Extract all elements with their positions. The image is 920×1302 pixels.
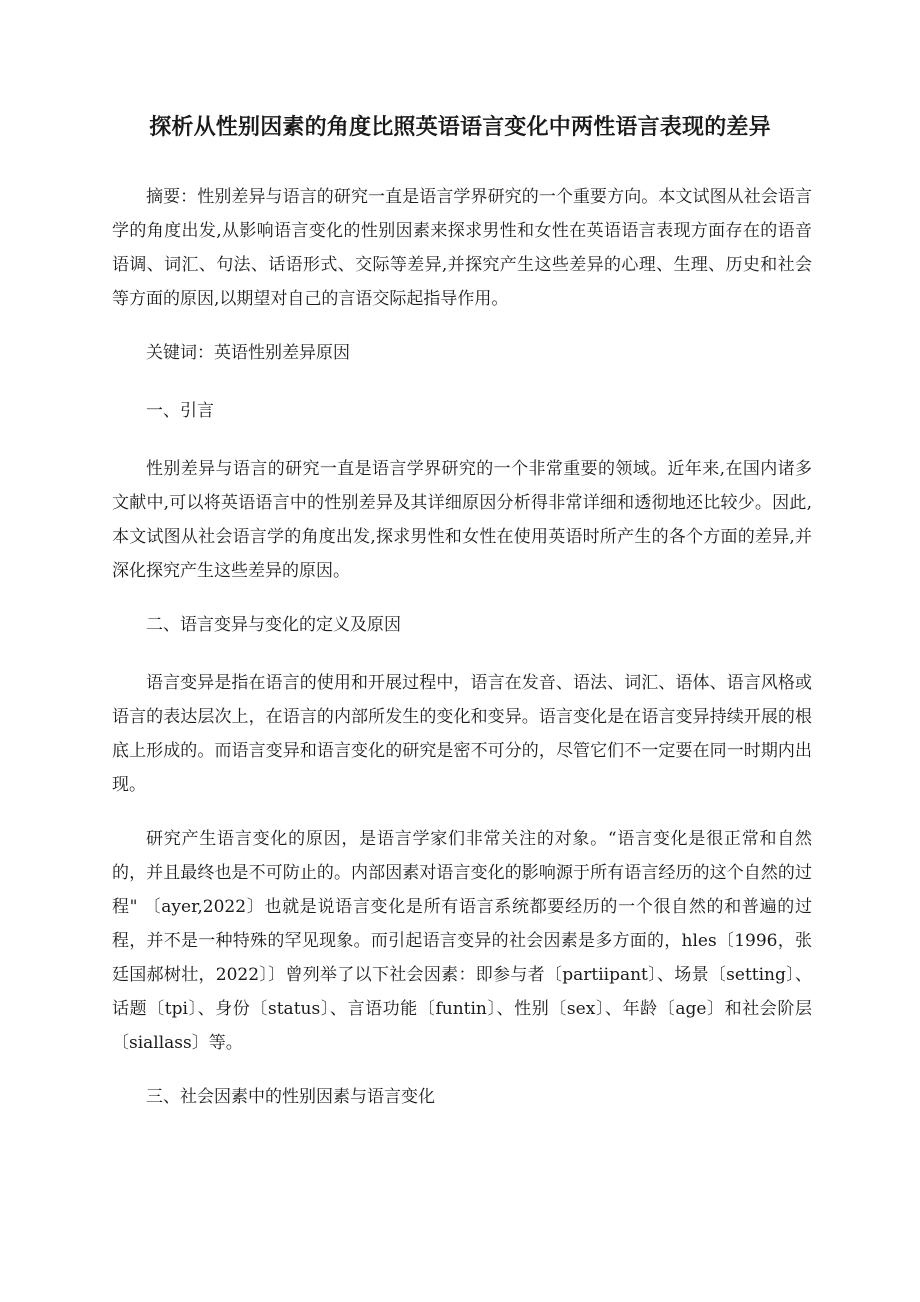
section-heading-gender-factors: 三、社会因素中的性别因素与语言变化 [146, 1087, 435, 1107]
abstract-paragraph: 摘要：性别差异与语言的研究一直是语言学界研究的一个重要方向。本文试图从社会语言学的角度出发,从影响语言变化的性别因素来探求男性和女性在英语语言表现方面存在的语音语调、词汇、句法、话语形式、交际等差异,并探究产生这些差异的心理、生理、历史和社会等方面的原因,以期望对自己的言语交际起指导作用。 [112, 187, 812, 309]
definition-paragraph: 语言变异是指在语言的使用和开展过程中，语言在发音、语法、词汇、语体、语言风格或语言的表达层次上，在语言的内部所发生的变化和变异。语言变化是在语言变异持续开展的根底上形成的。而语言变异和语言变化的研究是密不可分的，尽管它们不一定要在同一时期内出现。 [112, 673, 812, 795]
causes-paragraph: 研究产生语言变化的原因，是语言学家们非常关注的对象。“语言变化是很正常和自然的，并且最终也是不可防止的。内部因素对语言变化的影响源于所有语言经历的这个自然的过程" 〔ayer,2022〕也就是说语言变化是所有语言系统都要经历的一个很自然的和普遍的过程，并不是一种特殊的罕见现象。而引起语言变异的社会因素是多方面的，hles〔1996，张廷国郝树壮，2022〕〕曾列举了以下社会因素：即参与者〔partiipant〕、场景〔setting〕、话题〔tpi〕、身份〔status〕、言语功能〔funtin〕、性别〔sex〕、年龄〔age〕和社会阶层〔siallass〕等。 [112, 829, 812, 1053]
section-heading-introduction: 一、引言 [146, 401, 214, 421]
section-heading-definition: 二、语言变异与变化的定义及原因 [146, 615, 401, 635]
document-body [112, 180, 812, 1138]
document-title: 探析从性别因素的角度比照英语语言变化中两性语言表现的差异 [149, 115, 771, 140]
keywords-line: 关键词：英语性别差异原因 [146, 343, 350, 363]
introduction-paragraph: 性别差异与语言的研究一直是语言学界研究的一个非常重要的领域。近年来,在国内诸多文献中,可以将英语语言中的性别差异及其详细原因分析得非常详细和透彻地还比较少。因此,本文试图从社会语言学的角度出发,探求男性和女性在使用英语时所产生的各个方面的差异,并深化探究产生这些差异的原因。 [112, 459, 812, 581]
